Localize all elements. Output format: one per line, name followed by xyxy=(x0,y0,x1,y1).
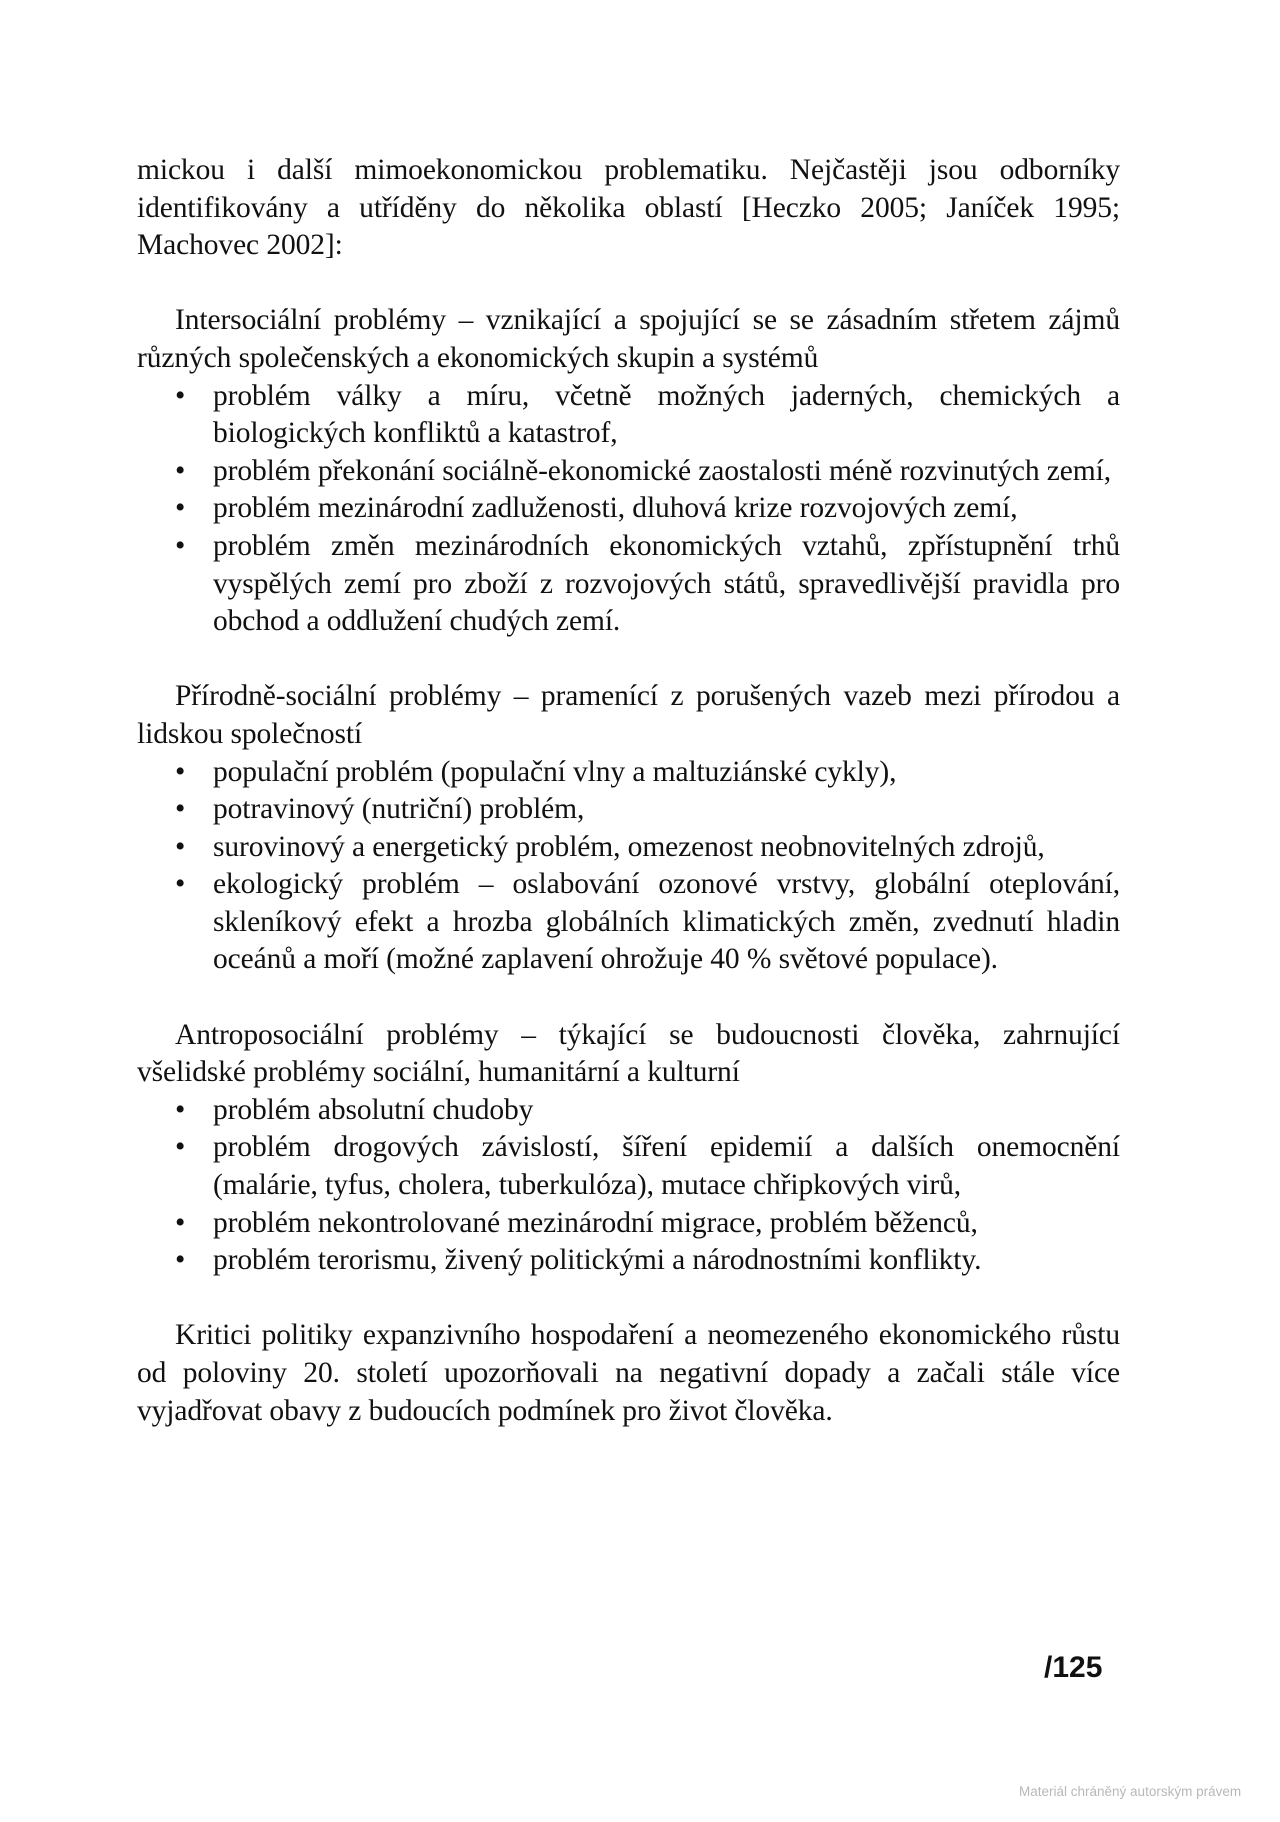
list-item-text: problém mezinárodní zadluženosti, dluhová krize rozvojových zemí, xyxy=(213,492,1018,525)
section-heading: Přírodně-sociální problémy – pramenící z porušených vazeb mezi přírodou a lidskou společností xyxy=(137,680,1120,750)
list-item xyxy=(137,490,1120,528)
list-item-text: problém překonání sociálně-ekonomické zaostalosti méně rozvinutých zemí, xyxy=(213,454,1111,487)
list-item xyxy=(137,1205,1120,1243)
bullet-icon: • xyxy=(175,379,186,412)
spacer xyxy=(137,265,1120,303)
bullet-icon: • xyxy=(175,492,186,525)
section-heading: Antroposociální problémy – týkající se budoucnosti člověka, zahrnující všelidské problémy sociální, humanitární a kulturní xyxy=(137,1018,1120,1089)
page-number: /125 xyxy=(1044,1651,1103,1684)
section-intersocial xyxy=(137,302,1120,640)
list-item-text: problém války a míru, včetně možných jaderných, chemických a biologických konfliktů a katastrof, xyxy=(213,379,1120,450)
list-item-text: problém terorismu, živený politickými a národnostními konflikty. xyxy=(213,1244,982,1277)
list-item xyxy=(137,378,1120,453)
spacer xyxy=(137,1280,1120,1318)
section-heading: Intersociální problémy – vznikající a spojující se se zásadním střetem zájmů různých společenských a ekonomických skupin a systémů xyxy=(137,304,1120,374)
bullet-icon: • xyxy=(175,1206,186,1239)
bullet-icon: • xyxy=(175,1244,186,1277)
list-item-text: problém nekontrolované mezinárodní migrace, problém běženců, xyxy=(213,1206,978,1239)
bullet-list xyxy=(137,1092,1120,1280)
bullet-icon: • xyxy=(175,454,186,487)
list-item-text: potravinový (nutriční) problém, xyxy=(213,793,585,826)
bullet-list xyxy=(137,378,1120,641)
closing-paragraph: Kritici politiky expanzivního hospodaření a neomezeného ekonomického růstu od poloviny 20. století upozorňovali na negativní dopady a začali stále více vyjadřovat obavy z budoucích podmínek pro život člověka. xyxy=(137,1319,1120,1427)
bullet-icon: • xyxy=(175,830,186,863)
list-item xyxy=(137,528,1120,641)
intro-paragraph: mickou i další mimoekonomickou problematiku. Nejčastěji jsou odborníky identifikovány a utříděny do několika oblastí [Heczko 2005; Janíček 1995; Machovec 2002]: xyxy=(137,154,1120,262)
bullet-icon: • xyxy=(175,868,186,901)
list-item xyxy=(137,1242,1120,1280)
bullet-list xyxy=(137,754,1120,980)
section-nature-social xyxy=(137,678,1120,979)
section-anthroposocial xyxy=(137,1017,1120,1280)
list-item-text: problém absolutní chudoby xyxy=(213,1093,534,1126)
list-item-text: problém změn mezinárodních ekonomických vztahů, zpřístupnění trhů vyspělých zemí pro zboží z rozvojových států, spravedlivější pravidla pro obchod a oddlužení chudých zemí. xyxy=(213,529,1120,638)
list-item xyxy=(137,754,1120,792)
list-item xyxy=(137,1129,1120,1204)
copyright-watermark: Materiál chráněný autorským právem xyxy=(1019,1784,1242,1799)
spacer xyxy=(137,641,1120,679)
bullet-icon: • xyxy=(175,1093,186,1126)
list-item-text: populační problém (populační vlny a maltuziánské cykly), xyxy=(213,755,897,788)
list-item-text: surovinový a energetický problém, omezenost neobnovitelných zdrojů, xyxy=(213,830,1045,863)
bullet-icon: • xyxy=(175,755,186,788)
bullet-icon: • xyxy=(175,793,186,826)
page-body xyxy=(137,152,1120,1430)
bullet-icon: • xyxy=(175,529,186,562)
list-item-text: problém drogových závislostí, šíření epidemií a dalších onemocnění (malárie, tyfus, cholera, tuberkulóza), mutace chřipkových virů, xyxy=(213,1131,1120,1202)
list-item xyxy=(137,829,1120,867)
list-item xyxy=(137,866,1120,979)
list-item xyxy=(137,1092,1120,1130)
spacer xyxy=(137,979,1120,1017)
list-item xyxy=(137,453,1120,491)
list-item xyxy=(137,791,1120,829)
bullet-icon: • xyxy=(175,1131,186,1164)
list-item-text: ekologický problém – oslabování ozonové vrstvy, globální oteplování, skleníkový efekt a hrozba globálních klimatických změn, zvednutí hladin oceánů a moří (možné zaplavení ohrožuje 40 % světové populace). xyxy=(213,868,1120,976)
